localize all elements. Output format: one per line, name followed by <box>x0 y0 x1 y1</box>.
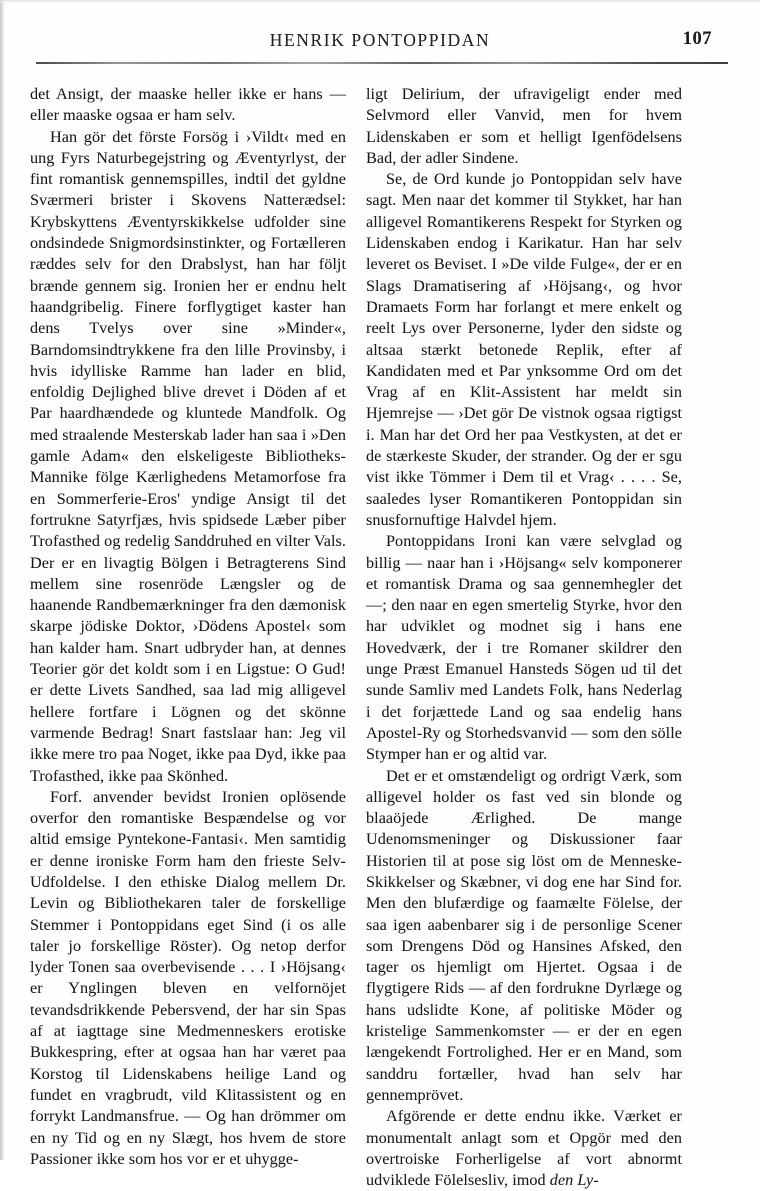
paragraph-text: Afgörende er dette endnu ikke. Værket er monumentalt anlagt som et Opgör med den overtroiske Forherligelse af vort abnormt udviklede Fölelsesliv, imod <box>366 1107 682 1190</box>
paragraph: Forf. anvender bevidst Ironien oplösende overfor den romantiske Bespændelse og vor altid emsige Pyntekone-Fantasi‹. Men samtidig er denne ironiske Form ham den frieste Selv-Udfoldelse. I den ethiske Dialog mellem Dr. Levin og Bibliothekaren taler de forskellige Stemmer i Pontoppidans eget Sind (i os alle taler jo forskellige Röster). Og netop derfor lyder Tonen saa overbevisende . . . I ›Höjsang‹ er Ynglingen bleven en velfornöjet tevandsdrikkende Pebersvend, der har sin Spas af at iagttage sine Medmenneskers erotiske Bukkespring, efter at ogsaa han har været paa Korstog til Lidenskabens heilige Land og fundet en vragbrudt, vild Klitassistent og en forrykt Landmansfrue. — Og han drömmer om en ny Tid og en ny Slægt, hos hvem de store Passioner ikke som hos vor er et uhygge- <box>30 787 346 1168</box>
page-title: HENRIK PONTOPPIDAN <box>269 30 491 50</box>
running-head <box>30 30 730 64</box>
paragraph: Han gör det förste Forsög i ›Vildt‹ med en ung Fyrs Naturbegejstring og Æventyrlyst, der fint romantisk gennemspilles, indtil det gyldne Sværmeri brister i Skovens Natterædsel: Krybskyttens Æventyrskikkelse udfolder sine ondsindede Snigmordsinstinkter, og Fortælleren ræddes selv for den Drabslyst, han har följt brænde gennem sig. Ironien her er endnu helt haandgribelig. Finere forflygtiget kaster han dens Tvelys over sine »Minder«, Barndomsindtrykkene fra den lille Provinsby, i hvis idylliske Ramme han lader en blid, enfoldig Dejlighed blive drevet i Döden af et Par haardhændede og kluntede Mandfolk. Og med straalende Mesterskab lader han saa i »Den gamle Adam« den elskeligeste Bibliotheks-Mannike fölge Kærlighedens Metamorfose fra en Sommerferie-Eros' yndige Ansigt til det fortrukne Satyrfjæs, hvis spidsede Læber piber Trofasthed og redelig Sanddruhed en vilter Vals. Der er en livagtig Bölgen i Betragterens Sind mellem sine rosenröde Længsler og de haanende Randbemærkninger fra den dæmonisk skarpe jödiske Doktor, ›Dödens Apostel‹ som han kalder ham. Snart udbryder han, at dennes Teorier gör det koldt som i en Ligstue: O Gud! er dette Livets Sandhed, saa lad mig alligevel hellere fortfare i Lögnen og det skönne varmende Bedrag! Snart fastslaar han: Jeg vil ikke mere tro paa Noget, ikke paa Dyd, ikke paa Trofasthed, ikke paa Skönhed. <box>30 127 346 785</box>
header-divider <box>36 62 728 64</box>
paragraph: Det er et omstændeligt og ordrigt Værk, som alligevel holder os fast ved sin blonde og blaaöjede Ærlighed. De mange Udenomsmeninger og Diskussioner faar Historien til at pose sig löst om de Menneske-Skikkelser og Skæbner, vi dog ene har Sind for. Men den blufærdige og faamælte Fölelse, der saa igen aabenbarer sig i de personlige Scener som Drengens Död og Hansines Afsked, den tager os hjemligt om Hjertet. Ogsaa i de flygtigere Rids — af den fordrukne Dyrlæge og hans udslidte Kone, af politiske Möder og kristelige Sammenkomster — er der en egen længekendt Fortrolighed. Her er en Mand, som sanddru fortæller, hvad han selv har gennemprövet. <box>366 766 682 1104</box>
paragraph-with-italic-tail <box>366 1106 682 1191</box>
column-right <box>366 84 682 1191</box>
italic-catchword: den Ly- <box>549 1171 599 1190</box>
paragraph: ligt Delirium, der ufravigeligt ender med Selvmord eller Vanvid, men for hvem Lidenskaben er som et helligt Igenfödelsens Bad, der adler Sindene. <box>366 85 682 167</box>
scan-edge-left <box>0 0 5 1160</box>
paragraph: det Ansigt, der maaske heller ikke er hans — eller maaske ogsaa er ham selv. <box>30 85 346 125</box>
paragraph: Se, de Ord kunde jo Pontoppidan selv have sagt. Men naar det kommer til Stykket, har han alligevel Romantikerens Respekt for Styrken og Lidenskaben endog i Karikatur. Han har selv leveret os Beviset. I »De vilde Fulge«, der er en Slags Dramatisering af ›Höjsang‹, og hvor Dramaets Form har forlangt et mere enkelt og reelt Lys over Personerne, lyder den sidste og altsaa stærkt betonede Replik, efter af Kandidaten med et Par ynksomme Ord om det Vrag af en Klit-Assistent har meldt sin Hjemrejse — ›Det gör De vistnok ogsaa rigtigst i. Man har det Ord her paa Vestkysten, at det er de stærkeste Skuder, der strander. Og der er sgu vist ikke Tömmer i Dem til et Vrag‹ . . . . Se, saaledes lyser Romantikeren Pontoppidan sin snusfornuftige Halvdel hjem. <box>366 170 682 529</box>
page-number: 107 <box>682 29 712 49</box>
paragraph: Pontoppidans Ironi kan være selvglad og billig — naar han i ›Höjsang« selv komponerer et romantisk Drama og saa gennemhegler det —; den naar en egen smertelig Styrke, hvor den har udviklet og modnet sig i hans ene Hovedværk, der i tre Romaner skildrer den unge Præst Emanuel Hansteds Sögen ud til det sunde Samliv med Landets Folk, hans Nederlag i det forjættede Land og saa endelig hans Apostel-Ry og Storhedsvanvid — som den sölle Stymper han er og altid var. <box>366 532 682 764</box>
scan-edge-top <box>0 0 760 3</box>
column-left <box>30 84 346 1170</box>
